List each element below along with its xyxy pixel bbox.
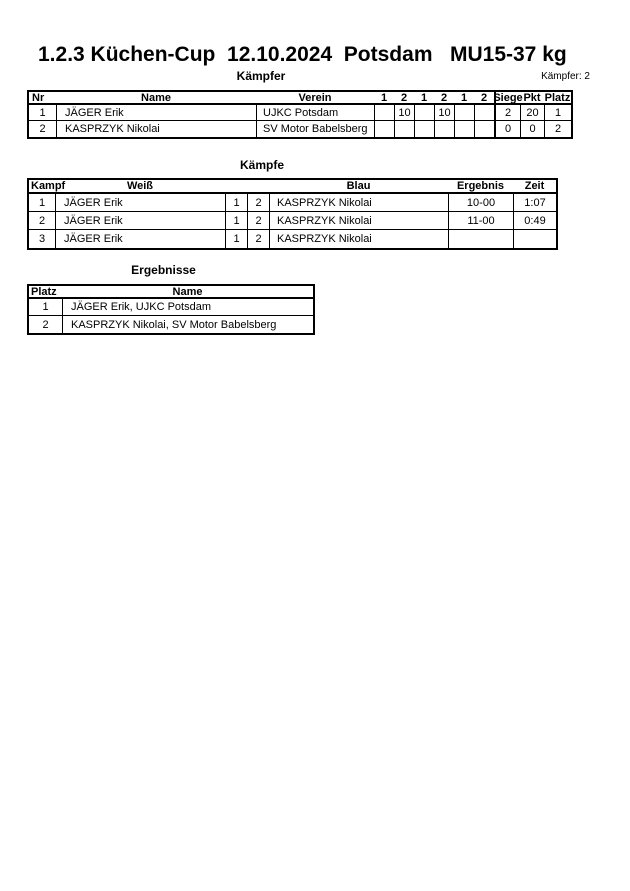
fighter-score xyxy=(474,105,494,120)
kaempfer-header-round: 2 xyxy=(480,91,488,104)
fighter-score xyxy=(414,105,434,120)
ergebnisse-header-platz: Platz xyxy=(31,285,57,298)
fighter-name: JÄGER Erik xyxy=(56,105,256,120)
fight-weiss-num: 1 xyxy=(225,194,247,211)
kaempfer-table-header-row xyxy=(29,92,571,105)
result-platz: 1 xyxy=(42,301,49,313)
kaempfer-header-name: Name xyxy=(141,91,171,104)
fighter-name: KASPRZYK Nikolai xyxy=(56,121,256,137)
fighter-nr: 1 xyxy=(39,106,46,119)
fight-weiss-num: 1 xyxy=(225,230,247,248)
fighter-score: 10 xyxy=(434,105,454,120)
kaempfer-header-platz: Platz xyxy=(544,91,571,104)
kaempfe-header-zeit: Zeit xyxy=(524,180,545,192)
fight-ergebnis xyxy=(448,230,513,248)
page-title: 1.2.3 Küchen-Cup 12.10.2024 Potsdam MU15-37 kg xyxy=(38,43,567,66)
kaempfe-table-row xyxy=(29,194,556,212)
kaempfe-section-title: Kämpfe xyxy=(239,158,284,172)
kaempfe-header-weiss: Weiß xyxy=(126,180,154,192)
kaempfer-header-round: 1 xyxy=(420,91,428,104)
fight-zeit: 0:49 xyxy=(513,212,556,229)
kaempfer-header-verein: Verein xyxy=(298,91,332,104)
fighter-siege: 0 xyxy=(494,121,520,137)
fighter-score xyxy=(434,121,454,137)
fighter-score xyxy=(394,121,414,137)
fighter-siege: 2 xyxy=(494,105,520,120)
fighter-score: 10 xyxy=(394,105,414,120)
kaempfe-header-spacer xyxy=(225,180,247,192)
kaempfer-count-label: Kämpfer: 2 xyxy=(541,71,590,82)
fighter-score xyxy=(474,121,494,137)
kaempfer-section-title: Kämpfer xyxy=(236,69,286,83)
fighter-score xyxy=(454,121,474,137)
fight-blau-num: 2 xyxy=(247,194,269,211)
fight-blau-num: 2 xyxy=(247,212,269,229)
fight-blau-name: KASPRZYK Nikolai xyxy=(269,194,448,211)
fight-weiss-name: JÄGER Erik xyxy=(55,194,225,211)
fight-zeit: 1:07 xyxy=(513,194,556,211)
kaempfer-header-siege: Siege xyxy=(493,91,523,104)
kaempfer-header-round: 1 xyxy=(460,91,468,104)
fighter-verein: SV Motor Babelsberg xyxy=(256,121,374,137)
kaempfe-header-ergebnis: Ergebnis xyxy=(456,180,505,192)
result-name: KASPRZYK Nikolai, SV Motor Babelsberg xyxy=(62,316,313,333)
fight-ergebnis: 11-00 xyxy=(448,212,513,229)
kaempfe-header-blau: Blau xyxy=(346,180,371,192)
kaempfe-table-row xyxy=(29,212,556,230)
kaempfe-header-spacer xyxy=(247,180,269,192)
fighter-pkt: 0 xyxy=(520,121,544,137)
kaempfer-header-nr: Nr xyxy=(32,91,45,104)
kaempfe-table-row xyxy=(29,230,556,248)
kaempfer-table-row xyxy=(29,105,571,121)
fight-ergebnis: 10-00 xyxy=(448,194,513,211)
fight-number: 1 xyxy=(38,196,46,209)
fight-weiss-name: JÄGER Erik xyxy=(55,212,225,229)
fight-blau-name: KASPRZYK Nikolai xyxy=(269,212,448,229)
fighter-platz: 2 xyxy=(544,121,571,137)
fight-zeit xyxy=(513,230,556,248)
kaempfer-header-round: 2 xyxy=(400,91,408,104)
ergebnisse-table-row xyxy=(29,316,313,333)
fight-blau-name: KASPRZYK Nikolai xyxy=(269,230,448,248)
kaempfer-header-round: 1 xyxy=(380,91,388,104)
fight-number: 3 xyxy=(38,233,46,245)
result-name: JÄGER Erik, UJKC Potsdam xyxy=(62,299,313,315)
fighter-score xyxy=(374,121,394,137)
kaempfe-header-kampf: Kampf xyxy=(31,180,66,192)
kaempfer-table-row xyxy=(29,121,571,137)
fighter-pkt: 20 xyxy=(520,105,544,120)
fight-weiss-name: JÄGER Erik xyxy=(55,230,225,248)
kaempfer-table xyxy=(27,90,573,139)
fight-weiss-num: 1 xyxy=(225,212,247,229)
fight-number: 2 xyxy=(38,214,46,227)
fighter-platz: 1 xyxy=(544,105,571,120)
fight-blau-num: 2 xyxy=(247,230,269,248)
fighter-score xyxy=(414,121,434,137)
ergebnisse-table-row xyxy=(29,299,313,316)
fighter-score xyxy=(454,105,474,120)
ergebnisse-header-name: Name xyxy=(172,285,203,298)
ergebnisse-table-header-row xyxy=(29,286,313,299)
fighter-verein: UJKC Potsdam xyxy=(256,105,374,120)
fighter-score xyxy=(374,105,394,120)
ergebnisse-table xyxy=(27,284,315,335)
kaempfe-table-header-row xyxy=(29,180,556,194)
result-platz: 2 xyxy=(42,318,49,331)
kaempfer-header-pkt: Pkt xyxy=(523,91,541,104)
kaempfe-table xyxy=(27,178,558,250)
kaempfer-header-round: 2 xyxy=(440,91,448,104)
ergebnisse-section-title: Ergebnisse xyxy=(131,263,196,277)
fighter-nr: 2 xyxy=(39,123,46,135)
